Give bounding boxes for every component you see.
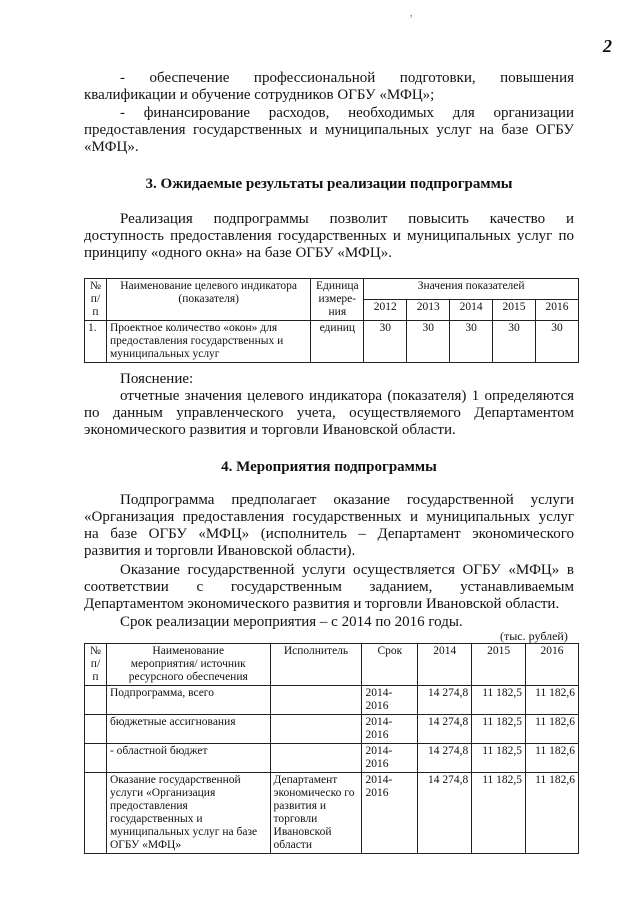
text-line: квалификации и обучение сотрудников ОГБУ «МФЦ»; <box>84 87 435 103</box>
table-row <box>85 773 579 854</box>
paragraph-financing <box>84 105 574 156</box>
year-header: 2014 <box>450 300 493 321</box>
year-header: 2015 <box>472 644 526 686</box>
text-line: предоставления государственных и муниципальных услуг на базе ОГБУ <box>84 122 574 138</box>
cell-value: 11 182,6 <box>526 686 579 715</box>
page-number: 2 <box>603 36 612 56</box>
text-line: Оказание государственной услуги осуществляется ОГБУ «МФЦ» в <box>120 562 574 578</box>
paragraph-training <box>84 70 574 104</box>
cell-term: 2014- 2016 <box>362 744 418 773</box>
scan-speck: , <box>410 8 413 19</box>
text-line: развития и торговли Ивановской области). <box>84 543 356 559</box>
section-3-heading: 3. Ожидаемые результаты реализации подпрограммы <box>145 176 513 192</box>
cell-executor <box>270 686 362 715</box>
cell-num <box>85 686 107 715</box>
cell-num <box>85 744 107 773</box>
text-line: по данным управленческого учета, осуществляемого Департаментом <box>84 405 574 421</box>
year-header: 2013 <box>407 300 450 321</box>
cell-value: 11 182,6 <box>526 744 579 773</box>
cell-value: 30 <box>407 321 450 363</box>
cell-value: 11 182,6 <box>526 715 579 744</box>
year-header: 2016 <box>526 644 579 686</box>
cell-term: 2014- 2016 <box>362 715 418 744</box>
text-line: - обеспечение профессиональной подготовки, повышения <box>120 70 574 86</box>
cell-num <box>85 715 107 744</box>
paragraph-results <box>84 211 574 262</box>
col-header-term: Срок <box>362 644 418 686</box>
currency-unit-label: (тыс. рублей) <box>500 629 568 643</box>
text-line: принципу «одного окна» на базе ОГБУ «МФЦ». <box>84 245 392 261</box>
note-label: Пояснение: <box>120 371 194 387</box>
year-header: 2016 <box>536 300 579 321</box>
col-header-activity: Наименование мероприятия/ источник ресурсного обеспечения <box>106 644 270 686</box>
col-header-unit: Единица измере- ния <box>311 279 364 321</box>
table-row <box>85 715 579 744</box>
text-line: отчетные значения целевого индикатора (показателя) 1 определяются <box>120 388 574 404</box>
cell-num: 1. <box>85 321 107 363</box>
col-header-executor: Исполнитель <box>270 644 362 686</box>
note <box>84 371 574 439</box>
cell-term: 2014- 2016 <box>362 686 418 715</box>
text-line: Реализация подпрограммы позволит повысить качество и <box>120 211 574 227</box>
cell-value: 14 274,8 <box>418 715 472 744</box>
cell-value: 11 182,5 <box>472 715 526 744</box>
cell-activity: бюджетные ассигнования <box>106 715 270 744</box>
cell-activity: - областной бюджет <box>106 744 270 773</box>
cell-activity: Оказание государственной услуги «Организация предоставления государственных и муниципальных услуг на базе ОГБУ «МФЦ» <box>106 773 270 854</box>
year-header: 2014 <box>418 644 472 686</box>
section-4-heading: 4. Мероприятия подпрограммы <box>221 459 437 475</box>
cell-value: 11 182,5 <box>472 744 526 773</box>
text-line: доступность предоставления государственных и муниципальных услуг по <box>84 228 574 244</box>
text-line: «Организация предоставления государственных и муниципальных услуг <box>84 509 574 525</box>
text-line: на базе ОГБУ «МФЦ» (исполнитель – Департамент экономического <box>84 526 574 542</box>
col-header-indicator: Наименование целевого индикатора (показателя) <box>106 279 310 321</box>
table-row <box>85 744 579 773</box>
text-line: - финансирование расходов, необходимых для организации <box>120 105 574 121</box>
cell-value: 30 <box>536 321 579 363</box>
table-row <box>85 321 579 363</box>
cell-value: 30 <box>450 321 493 363</box>
text-line: соответствии с государственным заданием, устанавливаемым <box>84 579 574 595</box>
table-row <box>85 686 579 715</box>
cell-term: 2014- 2016 <box>362 773 418 854</box>
cell-unit: единиц <box>311 321 364 363</box>
cell-num <box>85 773 107 854</box>
col-header-num: № п/п <box>85 279 107 321</box>
text-line: Департаментом экономического развития и торговли Ивановской области. <box>84 596 560 612</box>
cell-executor: Департамент экономическо го развития и торговли Ивановской области <box>270 773 362 854</box>
cell-value: 11 182,6 <box>526 773 579 854</box>
cell-value: 11 182,5 <box>472 686 526 715</box>
cell-value: 30 <box>493 321 536 363</box>
cell-value: 14 274,8 <box>418 686 472 715</box>
col-header-values: Значения показателей <box>364 279 579 300</box>
cell-value: 14 274,8 <box>418 744 472 773</box>
text-line: экономического развития и торговли Ивановской области. <box>84 422 456 438</box>
text-line: «МФЦ». <box>84 139 139 155</box>
cell-executor <box>270 715 362 744</box>
cell-value: 30 <box>364 321 407 363</box>
cell-activity: Подпрограмма, всего <box>106 686 270 715</box>
paragraph-assignment <box>84 562 574 613</box>
cell-indicator: Проектное количество «окон» для предоставления государственных и муниципальных услуг <box>106 321 310 363</box>
paragraph-service <box>84 492 574 560</box>
text-line: Срок реализации мероприятия – с 2014 по 2016 годы. <box>120 614 463 630</box>
text-line: Подпрограмма предполагает оказание государственной услуги <box>120 492 574 508</box>
cell-executor <box>270 744 362 773</box>
indicator-table <box>84 278 579 363</box>
activities-table <box>84 643 579 854</box>
col-header-num: № п/п <box>85 644 107 686</box>
cell-value: 14 274,8 <box>418 773 472 854</box>
year-header: 2015 <box>493 300 536 321</box>
cell-value: 11 182,5 <box>472 773 526 854</box>
year-header: 2012 <box>364 300 407 321</box>
